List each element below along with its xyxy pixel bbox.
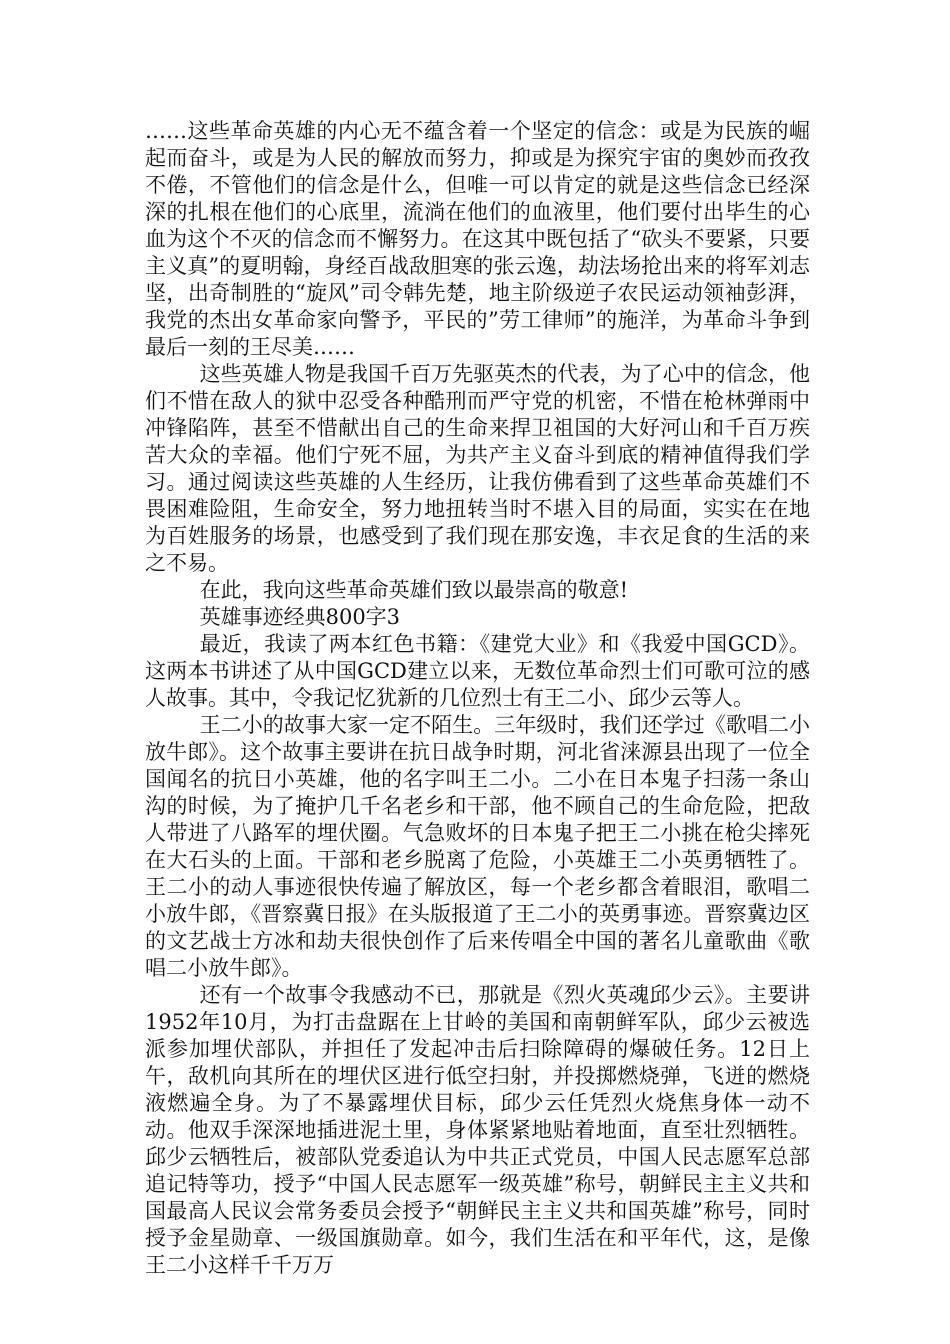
document-body: [145, 118, 810, 1279]
section-heading: 英雄事迹经典800字3: [199, 605, 401, 629]
paragraph-1: ……这些革命英雄的内心无不蕴含着一个坚定的信念：或是为民族的崛起而奋斗，或是为人民的解放而努力，抑或是为探究宇宙的奥妙而孜孜不倦，不管他们的信念是什么，但唯一可以肯定的就是这些信念已经深深的扎根在他们的心底里，流淌在他们的血液里，他们要付出毕生的心血为这个不灭的信念而不懈努力。在这其中既包括了“砍头不要紧，只要主义真”的夏明翰，身经百战敌胆寒的张云逸，劫法场抢出来的将军刘志坚，出奇制胜的“旋风”司令韩先楚，地主阶级逆子农民运动领袖彭湃，我党的杰出女革命家向警予，平民的”劳工律师”的施洋，为革命斗争到最后一刻的王尽美……: [145, 119, 810, 359]
paragraph-6: 还有一个故事令我感动不已，那就是《烈火英魂邱少云》。主要讲1952年10月，为打击盘踞在上甘岭的美国和南朝鲜军队，邱少云被选派参加埋伏部队，并担任了发起冲击后扫除障碍的爆破任务。12日上午，敌机向其所在的埋伏区进行低空扫射，并投掷燃烧弹，飞迸的燃烧液燃遍全身。为了不暴露埋伏目标，邱少云任凭烈火烧焦身体一动不动。他双手深深地插进泥土里，身体紧紧地贴着地面，直至壮烈牺牲。邱少云牺牲后，被部队党委追认为中共正式党员，中国人民志愿军总部追记特等功，授予“中国人民志愿军一级英雄”称号，朝鲜民主主义共和国最高人民议会常务委员会授予“朝鲜民主主义共和国英雄”称号，同时授予金星勋章、一级国旗勋章。如今，我们生活在和平年代，这，是像王二小这样千千万万: [145, 983, 810, 1277]
paragraph-4: 最近，我读了两本红色书籍：《建党大业》和《我爱中国GCD》。这两本书讲述了从中国GCD建立以来，无数位革命烈士们可歌可泣的感人故事。其中，令我记忆犹新的几位烈士有王二小、邱少云等人。: [145, 632, 810, 710]
paragraph-2: 这些英雄人物是我国千百万先驱英杰的代表，为了心中的信念，他们不惜在敌人的狱中忍受各种酷刑而严守党的机密，不惜在枪林弹雨中冲锋陷阵，甚至不惜献出自己的生命来捍卫祖国的大好河山和千百万疾苦大众的幸福。他们宁死不屈，为共产主义奋斗到底的精神值得我们学习。通过阅读这些英雄的人生经历，让我仿佛看到了这些革命英雄们不畏困难险阻，生命安全，努力地扭转当时不堪入目的局面，实实在在地为百姓服务的场景，也感受到了我们现在那安逸，丰衣足食的生活的来之不易。: [145, 362, 810, 575]
paragraph-3: 在此，我向这些革命英雄们致以最崇高的敬意!: [199, 578, 629, 602]
paragraph-5: 王二小的故事大家一定不陌生。三年级时，我们还学过《歌唱二小放牛郎》。这个故事主要讲在抗日战争时期，河北省涞源县出现了一位全国闻名的抗日小英雄，他的名字叫王二小。二小在日本鬼子扫荡一条山沟的时候，为了掩护几千名老乡和干部，他不顾自己的生命危险，把敌人带进了八路军的埋伏圈。气急败坏的日本鬼子把王二小挑在枪尖摔死在大石头的上面。干部和老乡脱离了危险，小英雄王二小英勇牺牲了。王二小的动人事迹很快传遍了解放区，每一个老乡都含着眼泪，歌唱二小放牛郎，《晋察冀日报》在头版报道了王二小的英勇事迹。晋察冀边区的文艺战士方冰和劫夫很快创作了后来传唱全中国的著名儿童歌曲《歌唱二小放牛郎》。: [145, 713, 810, 980]
